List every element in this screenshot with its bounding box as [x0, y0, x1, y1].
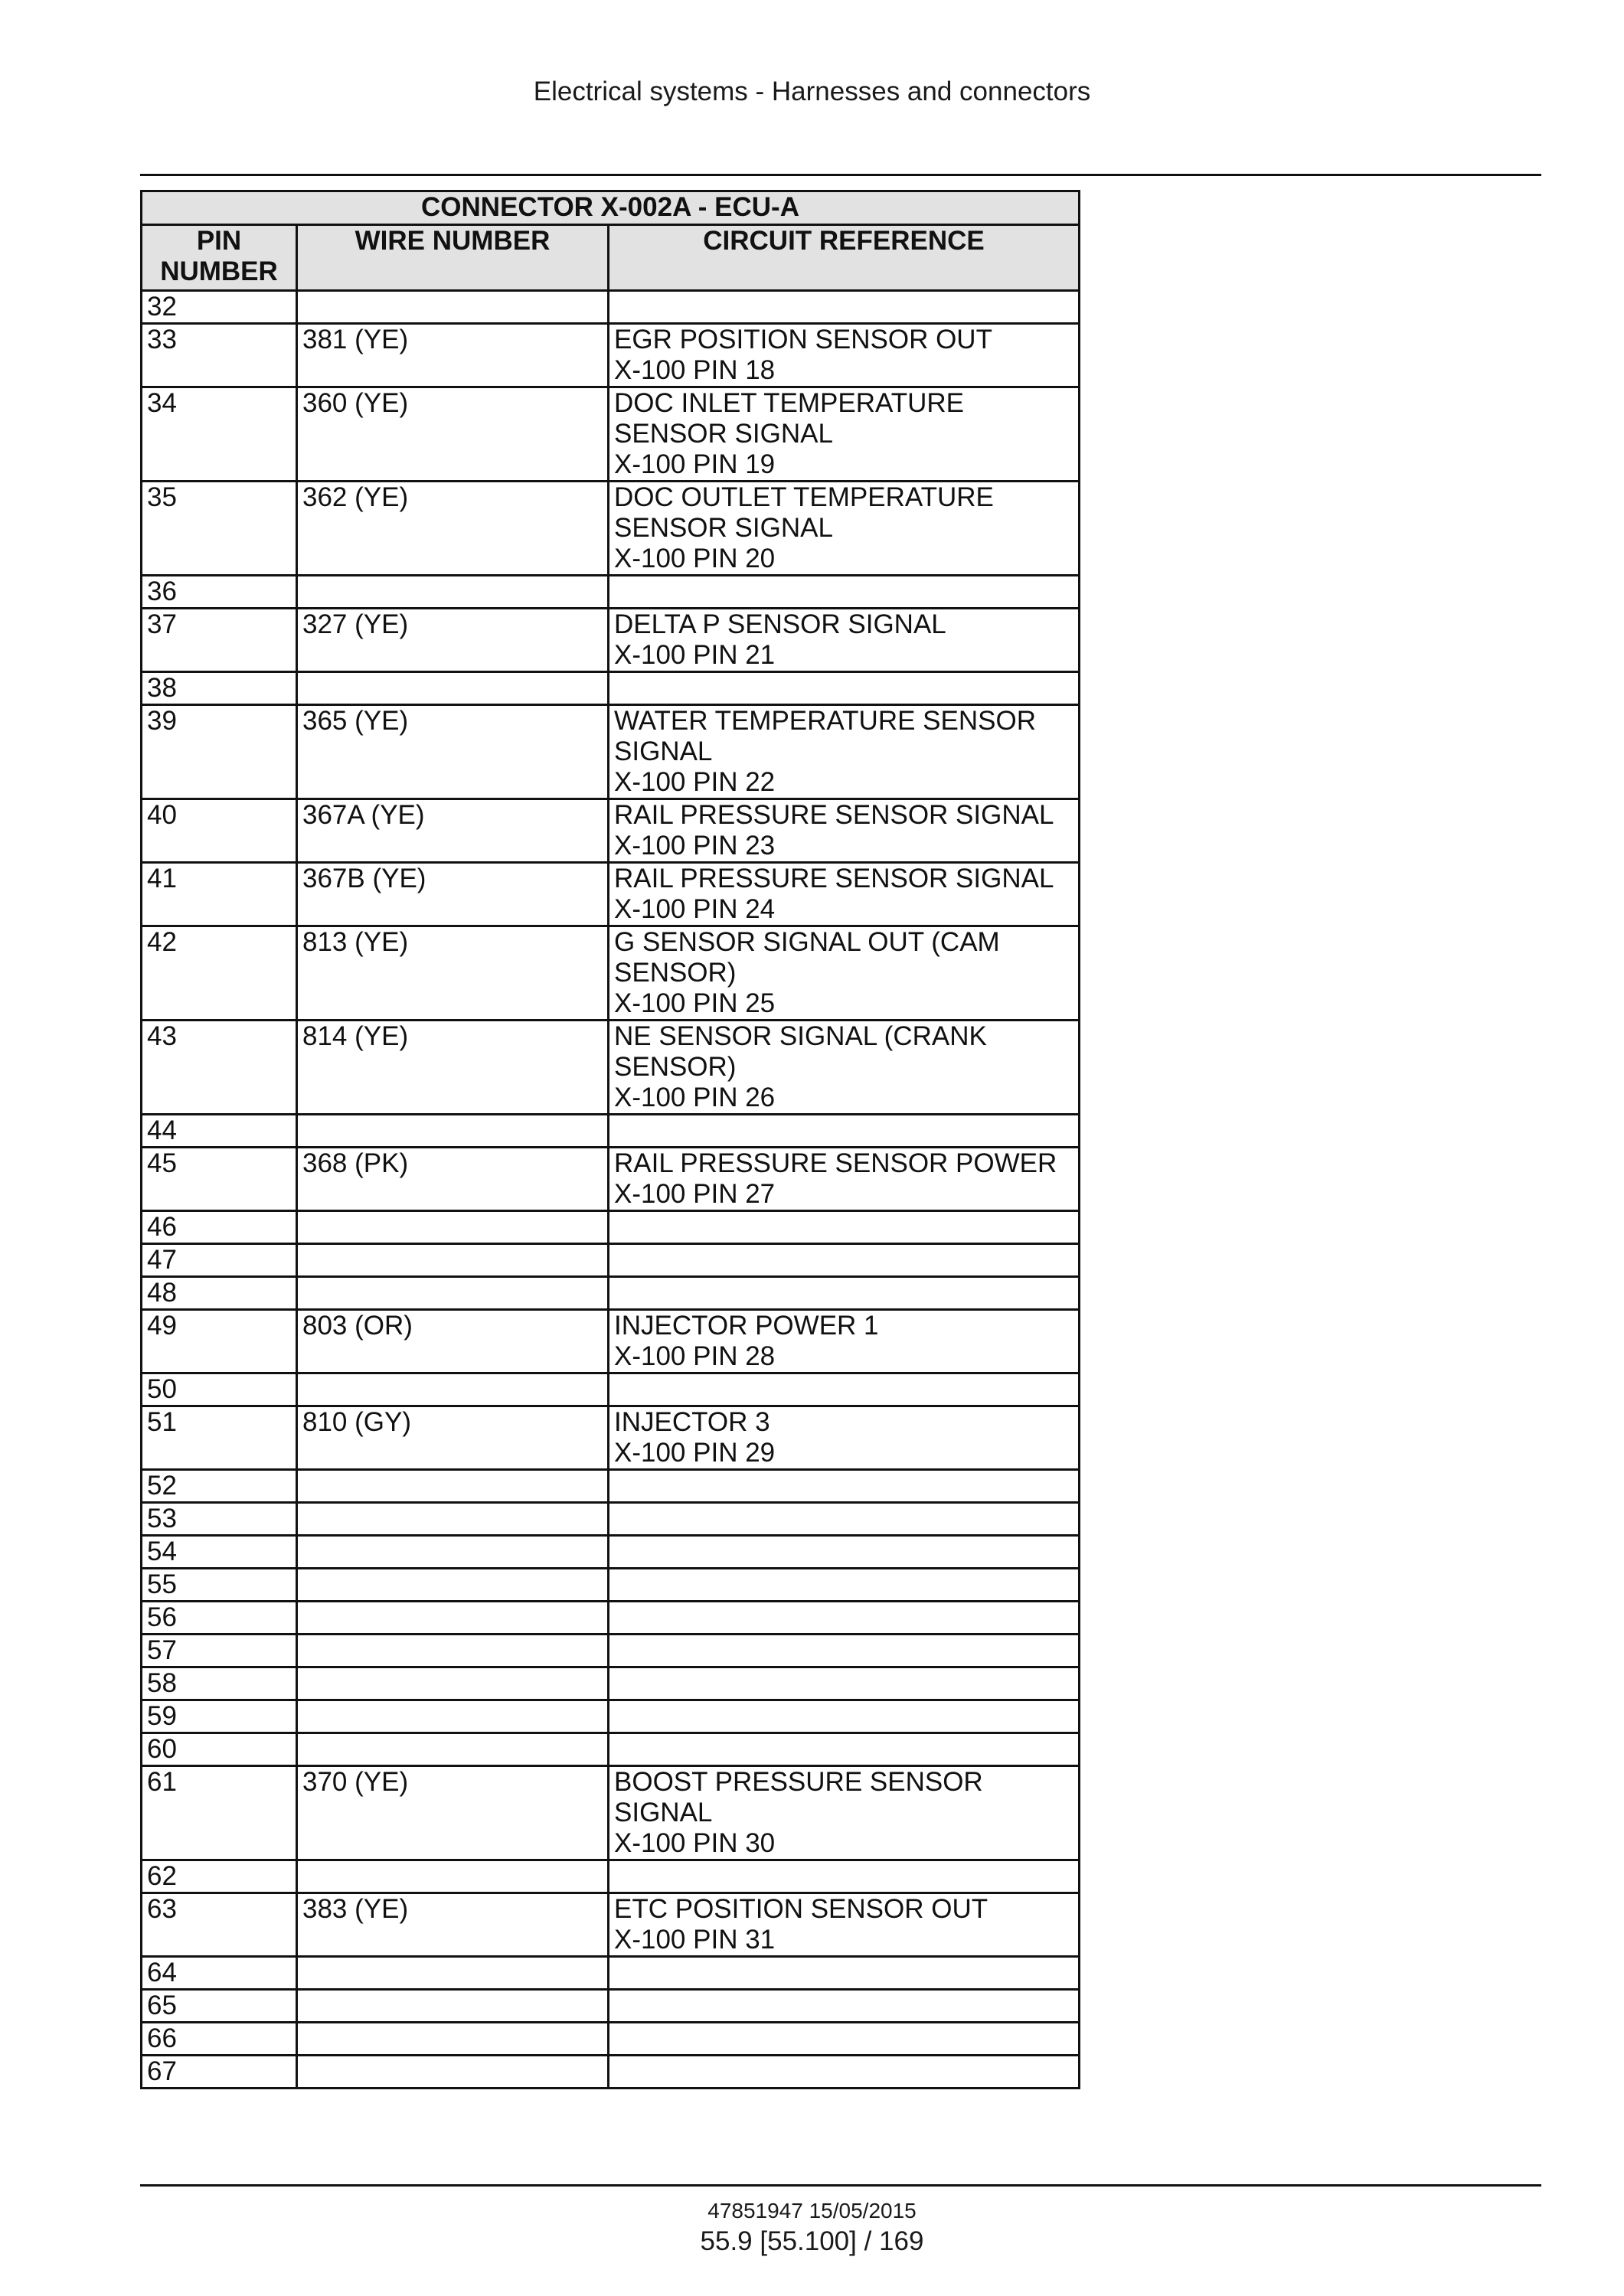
- pin-number-cell: 53: [142, 1503, 297, 1536]
- pin-number-cell: 33: [142, 324, 297, 387]
- wire-number-cell: [297, 1602, 609, 1635]
- wire-number-cell: [297, 1635, 609, 1667]
- pin-number-cell: 39: [142, 705, 297, 799]
- table-row: [142, 1373, 1080, 1406]
- circuit-reference-cell: [609, 1957, 1080, 1990]
- table-body: [142, 291, 1080, 2089]
- table-row: [142, 576, 1080, 609]
- wire-number-cell: 383 (YE): [297, 1893, 609, 1957]
- pin-number-cell: 56: [142, 1602, 297, 1635]
- table-row: [142, 1244, 1080, 1277]
- pin-number-cell: 43: [142, 1021, 297, 1115]
- circuit-reference-cell: [609, 1860, 1080, 1893]
- wire-number-cell: [297, 1373, 609, 1406]
- wire-number-cell: 381 (YE): [297, 324, 609, 387]
- circuit-reference-cell: EGR POSITION SENSOR OUT X-100 PIN 18: [609, 324, 1080, 387]
- footer-page-number: 55.9 [55.100] / 169: [700, 2226, 924, 2256]
- pin-number-cell: 40: [142, 799, 297, 863]
- table-row: [142, 1536, 1080, 1569]
- table-row: [142, 1990, 1080, 2023]
- footer-rule: [140, 2184, 1541, 2187]
- wire-number-cell: [297, 2023, 609, 2056]
- pin-number-cell: 55: [142, 1569, 297, 1602]
- wire-number-cell: [297, 1990, 609, 2023]
- circuit-reference-cell: [609, 1211, 1080, 1244]
- column-header-pin-number: PIN NUMBER: [142, 225, 297, 291]
- table-row: [142, 2056, 1080, 2089]
- wire-number-cell: [297, 1115, 609, 1148]
- table-row: [142, 1700, 1080, 1733]
- table-row: [142, 1503, 1080, 1536]
- table-title: CONNECTOR X-002A - ECU-A: [142, 191, 1080, 225]
- pin-number-cell: 61: [142, 1766, 297, 1860]
- table-row: [142, 1957, 1080, 1990]
- table-row: [142, 1277, 1080, 1310]
- header-rule: [140, 174, 1541, 176]
- wire-number-cell: 367A (YE): [297, 799, 609, 863]
- wire-number-cell: 368 (PK): [297, 1148, 609, 1211]
- circuit-reference-cell: [609, 1536, 1080, 1569]
- table-row: [142, 799, 1080, 863]
- pin-number-cell: 41: [142, 863, 297, 926]
- wire-number-cell: [297, 1569, 609, 1602]
- circuit-reference-cell: [609, 1733, 1080, 1766]
- wire-number-cell: [297, 1667, 609, 1700]
- circuit-reference-cell: [609, 1470, 1080, 1503]
- table-row: [142, 1766, 1080, 1860]
- circuit-reference-cell: DELTA P SENSOR SIGNAL X-100 PIN 21: [609, 609, 1080, 672]
- circuit-reference-cell: [609, 1569, 1080, 1602]
- circuit-reference-cell: INJECTOR 3 X-100 PIN 29: [609, 1406, 1080, 1470]
- table-row: [142, 1667, 1080, 1700]
- table-row: [142, 705, 1080, 799]
- wire-number-cell: 360 (YE): [297, 387, 609, 482]
- column-header-wire-number: WIRE NUMBER: [297, 225, 609, 291]
- circuit-reference-cell: [609, 1244, 1080, 1277]
- wire-number-cell: [297, 1503, 609, 1536]
- table-row: [142, 482, 1080, 576]
- circuit-reference-cell: [609, 1990, 1080, 2023]
- wire-number-cell: [297, 2056, 609, 2089]
- table-row: [142, 1860, 1080, 1893]
- wire-number-cell: 362 (YE): [297, 482, 609, 576]
- wire-number-cell: [297, 1957, 609, 1990]
- wire-number-cell: 367B (YE): [297, 863, 609, 926]
- circuit-reference-cell: INJECTOR POWER 1 X-100 PIN 28: [609, 1310, 1080, 1373]
- pin-number-cell: 57: [142, 1635, 297, 1667]
- circuit-reference-cell: [609, 1635, 1080, 1667]
- table-row: [142, 2023, 1080, 2056]
- circuit-reference-cell: [609, 1115, 1080, 1148]
- wire-number-cell: [297, 1860, 609, 1893]
- wire-number-cell: [297, 1733, 609, 1766]
- pin-number-cell: 65: [142, 1990, 297, 2023]
- pin-number-cell: 38: [142, 672, 297, 705]
- wire-number-cell: [297, 1536, 609, 1569]
- table-row: [142, 1310, 1080, 1373]
- pin-number-cell: 66: [142, 2023, 297, 2056]
- wire-number-cell: 365 (YE): [297, 705, 609, 799]
- wire-number-cell: [297, 1470, 609, 1503]
- wire-number-cell: [297, 672, 609, 705]
- pin-number-cell: 54: [142, 1536, 297, 1569]
- circuit-reference-cell: NE SENSOR SIGNAL (CRANK SENSOR) X-100 PIN 26: [609, 1021, 1080, 1115]
- pin-number-cell: 48: [142, 1277, 297, 1310]
- table-row: [142, 863, 1080, 926]
- pin-number-cell: 32: [142, 291, 297, 324]
- pin-number-cell: 36: [142, 576, 297, 609]
- circuit-reference-cell: RAIL PRESSURE SENSOR POWER X-100 PIN 27: [609, 1148, 1080, 1211]
- table-row: [142, 1569, 1080, 1602]
- pin-number-cell: 47: [142, 1244, 297, 1277]
- pin-number-cell: 34: [142, 387, 297, 482]
- column-header-circuit-reference: CIRCUIT REFERENCE: [609, 225, 1080, 291]
- table-row: [142, 926, 1080, 1021]
- table-row: [142, 1406, 1080, 1470]
- circuit-reference-cell: WATER TEMPERATURE SENSOR SIGNAL X-100 PIN 22: [609, 705, 1080, 799]
- page-header-title: Electrical systems - Harnesses and connectors: [533, 77, 1091, 106]
- wire-number-cell: 327 (YE): [297, 609, 609, 672]
- wire-number-cell: 814 (YE): [297, 1021, 609, 1115]
- table-row: [142, 1470, 1080, 1503]
- table-row: [142, 1148, 1080, 1211]
- circuit-reference-cell: RAIL PRESSURE SENSOR SIGNAL X-100 PIN 23: [609, 799, 1080, 863]
- wire-number-cell: [297, 1211, 609, 1244]
- wire-number-cell: [297, 291, 609, 324]
- wire-number-cell: [297, 1700, 609, 1733]
- circuit-reference-cell: [609, 1667, 1080, 1700]
- footer-document-reference: 47851947 15/05/2015: [707, 2199, 917, 2223]
- pin-number-cell: 37: [142, 609, 297, 672]
- circuit-reference-cell: DOC INLET TEMPERATURE SENSOR SIGNAL X-100 PIN 19: [609, 387, 1080, 482]
- circuit-reference-cell: BOOST PRESSURE SENSOR SIGNAL X-100 PIN 30: [609, 1766, 1080, 1860]
- pin-number-cell: 59: [142, 1700, 297, 1733]
- pin-number-cell: 60: [142, 1733, 297, 1766]
- table-row: [142, 1211, 1080, 1244]
- circuit-reference-cell: RAIL PRESSURE SENSOR SIGNAL X-100 PIN 24: [609, 863, 1080, 926]
- pin-number-cell: 50: [142, 1373, 297, 1406]
- pin-number-cell: 35: [142, 482, 297, 576]
- pin-number-cell: 64: [142, 1957, 297, 1990]
- circuit-reference-cell: DOC OUTLET TEMPERATURE SENSOR SIGNAL X-100 PIN 20: [609, 482, 1080, 576]
- pin-number-cell: 62: [142, 1860, 297, 1893]
- table-row: [142, 324, 1080, 387]
- table-row: [142, 387, 1080, 482]
- wire-number-cell: [297, 1244, 609, 1277]
- pin-number-cell: 52: [142, 1470, 297, 1503]
- circuit-reference-cell: [609, 1373, 1080, 1406]
- wire-number-cell: [297, 1277, 609, 1310]
- connector-table: [140, 190, 1080, 2089]
- circuit-reference-cell: [609, 1503, 1080, 1536]
- wire-number-cell: 803 (OR): [297, 1310, 609, 1373]
- pin-number-cell: 45: [142, 1148, 297, 1211]
- table-row: [142, 291, 1080, 324]
- wire-number-cell: 370 (YE): [297, 1766, 609, 1860]
- pin-number-cell: 63: [142, 1893, 297, 1957]
- wire-number-cell: 810 (GY): [297, 1406, 609, 1470]
- wire-number-cell: [297, 576, 609, 609]
- pin-number-cell: 67: [142, 2056, 297, 2089]
- circuit-reference-cell: [609, 576, 1080, 609]
- table-row: [142, 672, 1080, 705]
- table-row: [142, 1635, 1080, 1667]
- circuit-reference-cell: [609, 2056, 1080, 2089]
- table-row: [142, 1021, 1080, 1115]
- table-row: [142, 1602, 1080, 1635]
- circuit-reference-cell: [609, 1700, 1080, 1733]
- circuit-reference-cell: G SENSOR SIGNAL OUT (CAM SENSOR) X-100 PIN 25: [609, 926, 1080, 1021]
- pin-number-cell: 42: [142, 926, 297, 1021]
- circuit-reference-cell: [609, 1277, 1080, 1310]
- table-row: [142, 1115, 1080, 1148]
- pin-number-cell: 46: [142, 1211, 297, 1244]
- wire-number-cell: 813 (YE): [297, 926, 609, 1021]
- table-row: [142, 1733, 1080, 1766]
- pin-number-cell: 51: [142, 1406, 297, 1470]
- table-row: [142, 609, 1080, 672]
- pin-number-cell: 44: [142, 1115, 297, 1148]
- circuit-reference-cell: [609, 2023, 1080, 2056]
- pin-number-cell: 49: [142, 1310, 297, 1373]
- pin-number-cell: 58: [142, 1667, 297, 1700]
- circuit-reference-cell: ETC POSITION SENSOR OUT X-100 PIN 31: [609, 1893, 1080, 1957]
- table-row: [142, 1893, 1080, 1957]
- circuit-reference-cell: [609, 1602, 1080, 1635]
- circuit-reference-cell: [609, 672, 1080, 705]
- circuit-reference-cell: [609, 291, 1080, 324]
